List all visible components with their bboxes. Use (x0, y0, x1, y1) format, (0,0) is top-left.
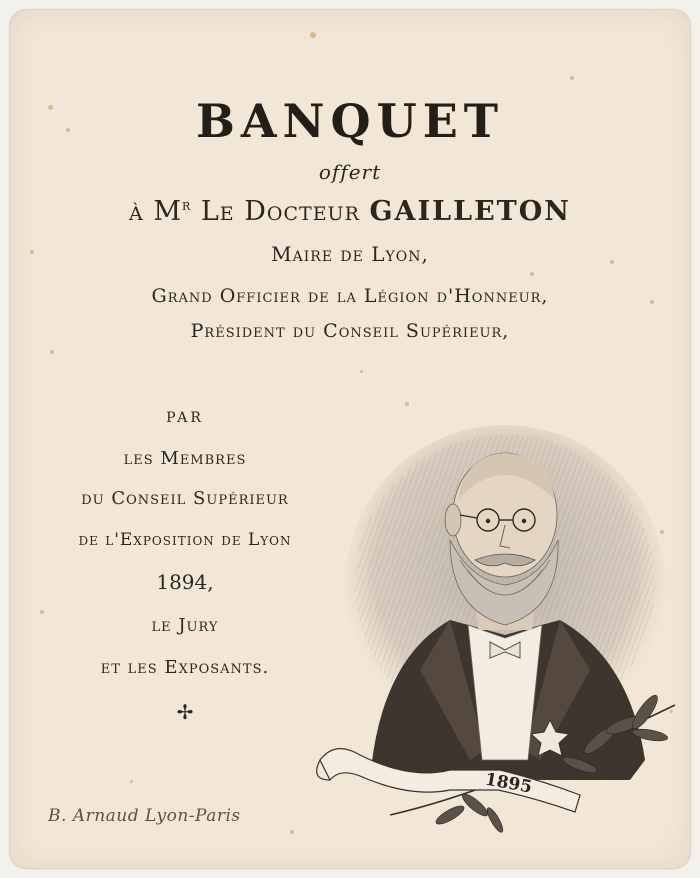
honoree-prefix-sup: r (181, 196, 192, 214)
par-label: PAR (166, 410, 204, 426)
exhibitors-line: et les Exposants. (100, 657, 270, 678)
banquet-title: BANQUET (195, 94, 505, 148)
offert-label: offert (318, 160, 382, 184)
portrait-engraving (300, 420, 690, 840)
engraver-signature: B. Arnaud Lyon-Paris (48, 806, 241, 826)
members-line-1: les Membres (123, 448, 247, 469)
jury-line: le Jury (151, 615, 219, 636)
ornament-star-icon: ✢ (176, 700, 194, 724)
honoree-line (10, 196, 690, 227)
foxing-spot (40, 610, 44, 614)
foxing-spot (360, 370, 363, 373)
foxing-spot (405, 402, 409, 406)
foxing-spot (310, 32, 316, 38)
honoree-title: Le Docteur (200, 196, 360, 227)
foxing-spot (290, 830, 294, 834)
exposition-year: 1894, (156, 570, 214, 594)
foxing-spot (570, 76, 574, 80)
officer-line: Grand Officier de la Légion d'Honneur, (151, 285, 549, 307)
foxing-spot (130, 780, 133, 783)
ribbon-year: 1895 (483, 769, 534, 798)
honoree-surname: GAILLETON (369, 196, 571, 227)
mayor-line: Maire de Lyon, (271, 242, 429, 266)
banquet-card (10, 10, 690, 868)
president-line: Président du Conseil Supérieur, (190, 320, 510, 342)
members-line-2: du Conseil Supérieur (81, 488, 289, 509)
foxing-spot (50, 350, 54, 354)
foxing-spot (530, 272, 534, 276)
members-line-3: de l'Exposition de Lyon (78, 530, 292, 550)
honoree-prefix: à M (129, 196, 182, 227)
